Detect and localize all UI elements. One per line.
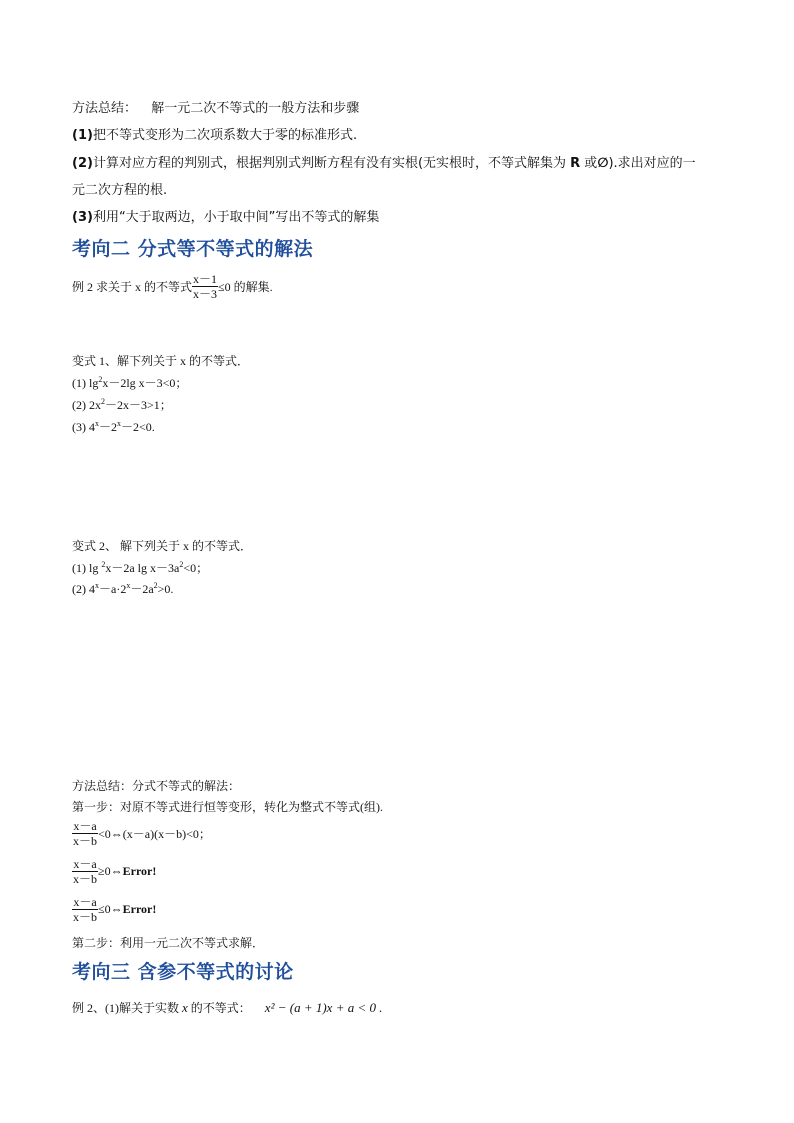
example3-prefix: 例 2、(1)解关于实数 (72, 1001, 179, 1015)
summary1-step2-cont: 元二次方程的根. (72, 183, 168, 198)
variant2-item2: (2) $4^x-a\cdot 2^x-2a^2>0$. (72, 581, 174, 596)
rule2-error: Error! (122, 864, 157, 878)
variant2-title: 变式 2、 解下列关于 x 的不等式． (72, 539, 253, 553)
summary1-label: 方法总结： (72, 101, 138, 116)
rule2-fraction: $\frac{x-a}{x-b}$ (73, 857, 98, 886)
example3-var: x (182, 1000, 188, 1015)
summary2-step2: 第二步：利用一元二次不等式求解． (72, 936, 265, 950)
summary1-title: 解一元二次不等式的一般方法和步骤 (151, 101, 360, 116)
example3-formula: x² − (a + 1)x + a < 0 . (264, 1000, 383, 1015)
example2 (72, 272, 273, 301)
summary2-rule2: $\frac{x-a}{x-b}$ ≥0⇔ Error! (73, 857, 157, 886)
variant1-title: 变式 1、解下列关于 x 的不等式． (72, 354, 250, 368)
variant1-item3: (3) $4^x-2^x-2<0$. (72, 419, 155, 434)
variant2-item1: (1) lg $^2$x－2a $\lg x-3a^2<0$； (72, 560, 209, 575)
summary1-step2: (2)计算对应方程的判别式，根据判别式判断方程有没有实根(无实根时，不等式解集为 R 或∅).求出对应的一 (72, 156, 696, 171)
rule3-fraction: $\frac{x-a}{x-b}$ (73, 895, 98, 924)
summary1-step3: (3)利用“大于取两边，小于取中间”写出不等式的解集 (72, 210, 380, 225)
summary2-title: 方法总结：分式不等式的解法： (72, 779, 241, 793)
variant1-item2: (2) $2x^2-2x-3>1$； (72, 397, 172, 412)
variant1-item1: (1) $\lg^2x-2\lg$ x－3<0； (72, 375, 188, 390)
summary2-step1: 第一步：对原不等式进行恒等变形，转化为整式不等式(组). (72, 800, 383, 814)
example2-fraction: $\frac{x-1}{x-3}$ (193, 272, 218, 301)
example3 (72, 999, 382, 1016)
example2-suffix: ≤0 的解集. (218, 280, 273, 294)
section-heading-2: 考向二 分式等不等式的解法 (72, 238, 314, 260)
summary1-step1: (1)把不等式变形为二次项系数大于零的标准形式. (72, 128, 358, 143)
summary2-rule3: $\frac{x-a}{x-b}$ ≤0⇔ Error! (73, 895, 157, 924)
example3-mid: 的不等式： (190, 1001, 251, 1015)
summary2-rule1: $\frac{x-a}{x-b}$ <0⇔(x－a)(x－b)<0； (73, 819, 211, 848)
summary1-line-title (72, 97, 359, 116)
section-heading-3: 考向三 含参不等式的讨论 (72, 961, 294, 983)
rule3-error: Error! (122, 902, 157, 916)
example2-prefix: 例 2 求关于 x 的不等式 (72, 280, 193, 294)
rule1-fraction: $\frac{x-a}{x-b}$ (73, 819, 98, 848)
